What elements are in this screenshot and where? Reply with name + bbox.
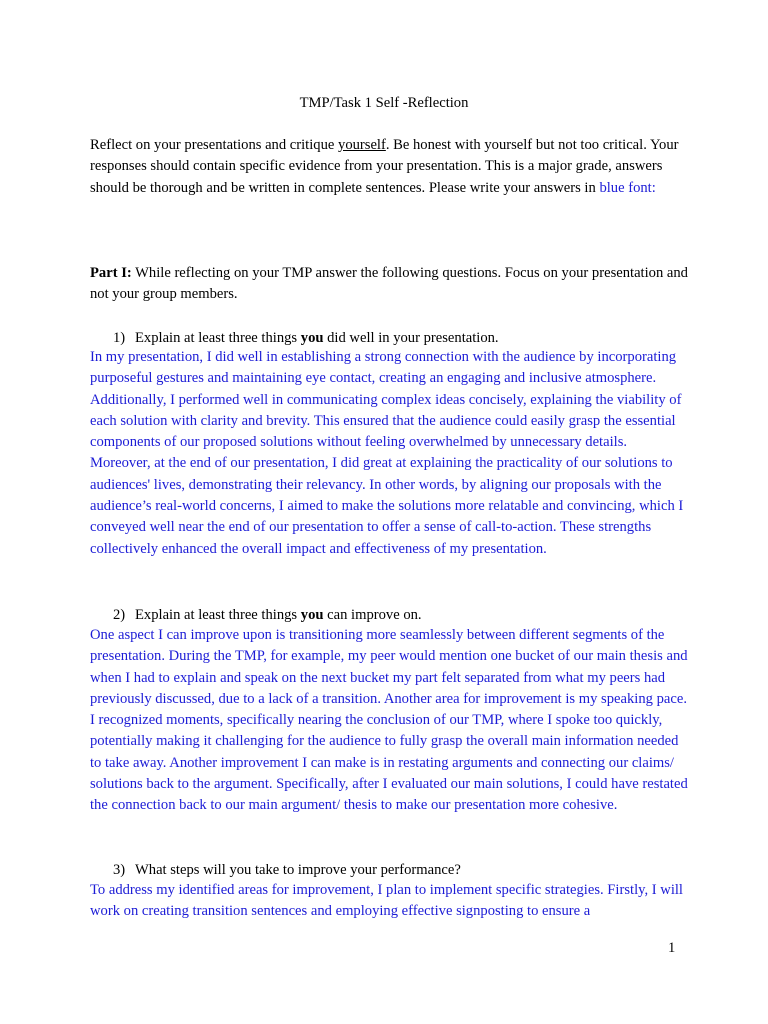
intro-text-rest: . Be honest with yourself but not too critical. Your responses should contain specific evidence from your presentation. This is a major grade, answers should be thorough and be written in complete sentences. Please write your answers in [90, 137, 679, 196]
question-number: 2) [113, 607, 126, 623]
intro-blue-font-note: blue font: [599, 179, 656, 196]
intro-text-start: Reflect on your presentations and critique [90, 137, 339, 153]
question-text-end: did well in your presentation. [323, 330, 499, 346]
answer-3: To address my identified areas for improvement, I plan to implement specific strategies. Firstly, I will work on creating transition sentences and employing effective signposting to ensure a [90, 882, 683, 920]
part1-text: While reflecting on your TMP answer the following questions. Focus on your presentation and not your group members. [90, 265, 688, 303]
question-text-start: Explain at least three things [135, 607, 301, 623]
question-text-end: can improve on. [323, 607, 422, 623]
part1-paragraph [90, 263, 690, 306]
intro-underlined-word: yourself [338, 137, 386, 153]
document-title: TMP/Task 1 Self -Reflection [299, 95, 469, 111]
question-number: 1) [113, 330, 126, 346]
question-number: 3) [113, 862, 126, 878]
question-1 [113, 328, 499, 348]
intro-paragraph [90, 135, 690, 199]
question-bold-word: you [300, 330, 324, 346]
part1-label: Part I: [90, 265, 132, 281]
answer-2: One aspect I can improve upon is transitioning more seamlessly between different segments of the presentation. During the TMP, for example, my peer would mention one bucket of our main thesis and when I had to explain and speak on the next bucket my part felt separated from what my peers had previously discussed, due to a lack of a transition. Another area for improvement is my speaking pace. I recognized moments, specifically nearing the conclusion of our TMP, where I spoke too quickly, potentially making it challenging for the audience to fully grasp the overall main information needed to take away. Another improvement I can make is in restating arguments and connecting our claims/ solutions back to the argument. Specifically, after I evaluated our main solutions, I could have restated the connection back to our main argument/ thesis to make our presentation more cohesive. [90, 627, 688, 814]
page-number: 1 [668, 940, 676, 956]
question-text-start: Explain at least three things [135, 330, 301, 346]
question-2 [113, 605, 422, 625]
answer-1: In my presentation, I did well in establishing a strong connection with the audience by incorporating purposeful gestures and maintaining eye contact, creating an engaging and inclusive atmosphere. Additionally, I performed well in communicating complex ideas concisely, explaining the viability of each solution with clarity and brevity. This ensured that the audience could easily grasp the essential components of our proposed solutions without feeling overwhelmed by unnecessary details. Moreover, at the end of our presentation, I did great at explaining the practicality of our solutions to audiences' lives, demonstrating their relevancy. In other words, by aligning our proposals with the audience’s real-world concerns, I aimed to make the solutions more relatable and convincing, which I conveyed well near the end of our presentation to offer a sense of call-to-action. These strengths collectively enhanced the overall impact and effectiveness of my presentation. [90, 349, 684, 557]
question-bold-word: you [300, 607, 324, 623]
question-text-start: What steps will you take to improve your performance? [135, 862, 461, 878]
question-3 [113, 860, 461, 880]
